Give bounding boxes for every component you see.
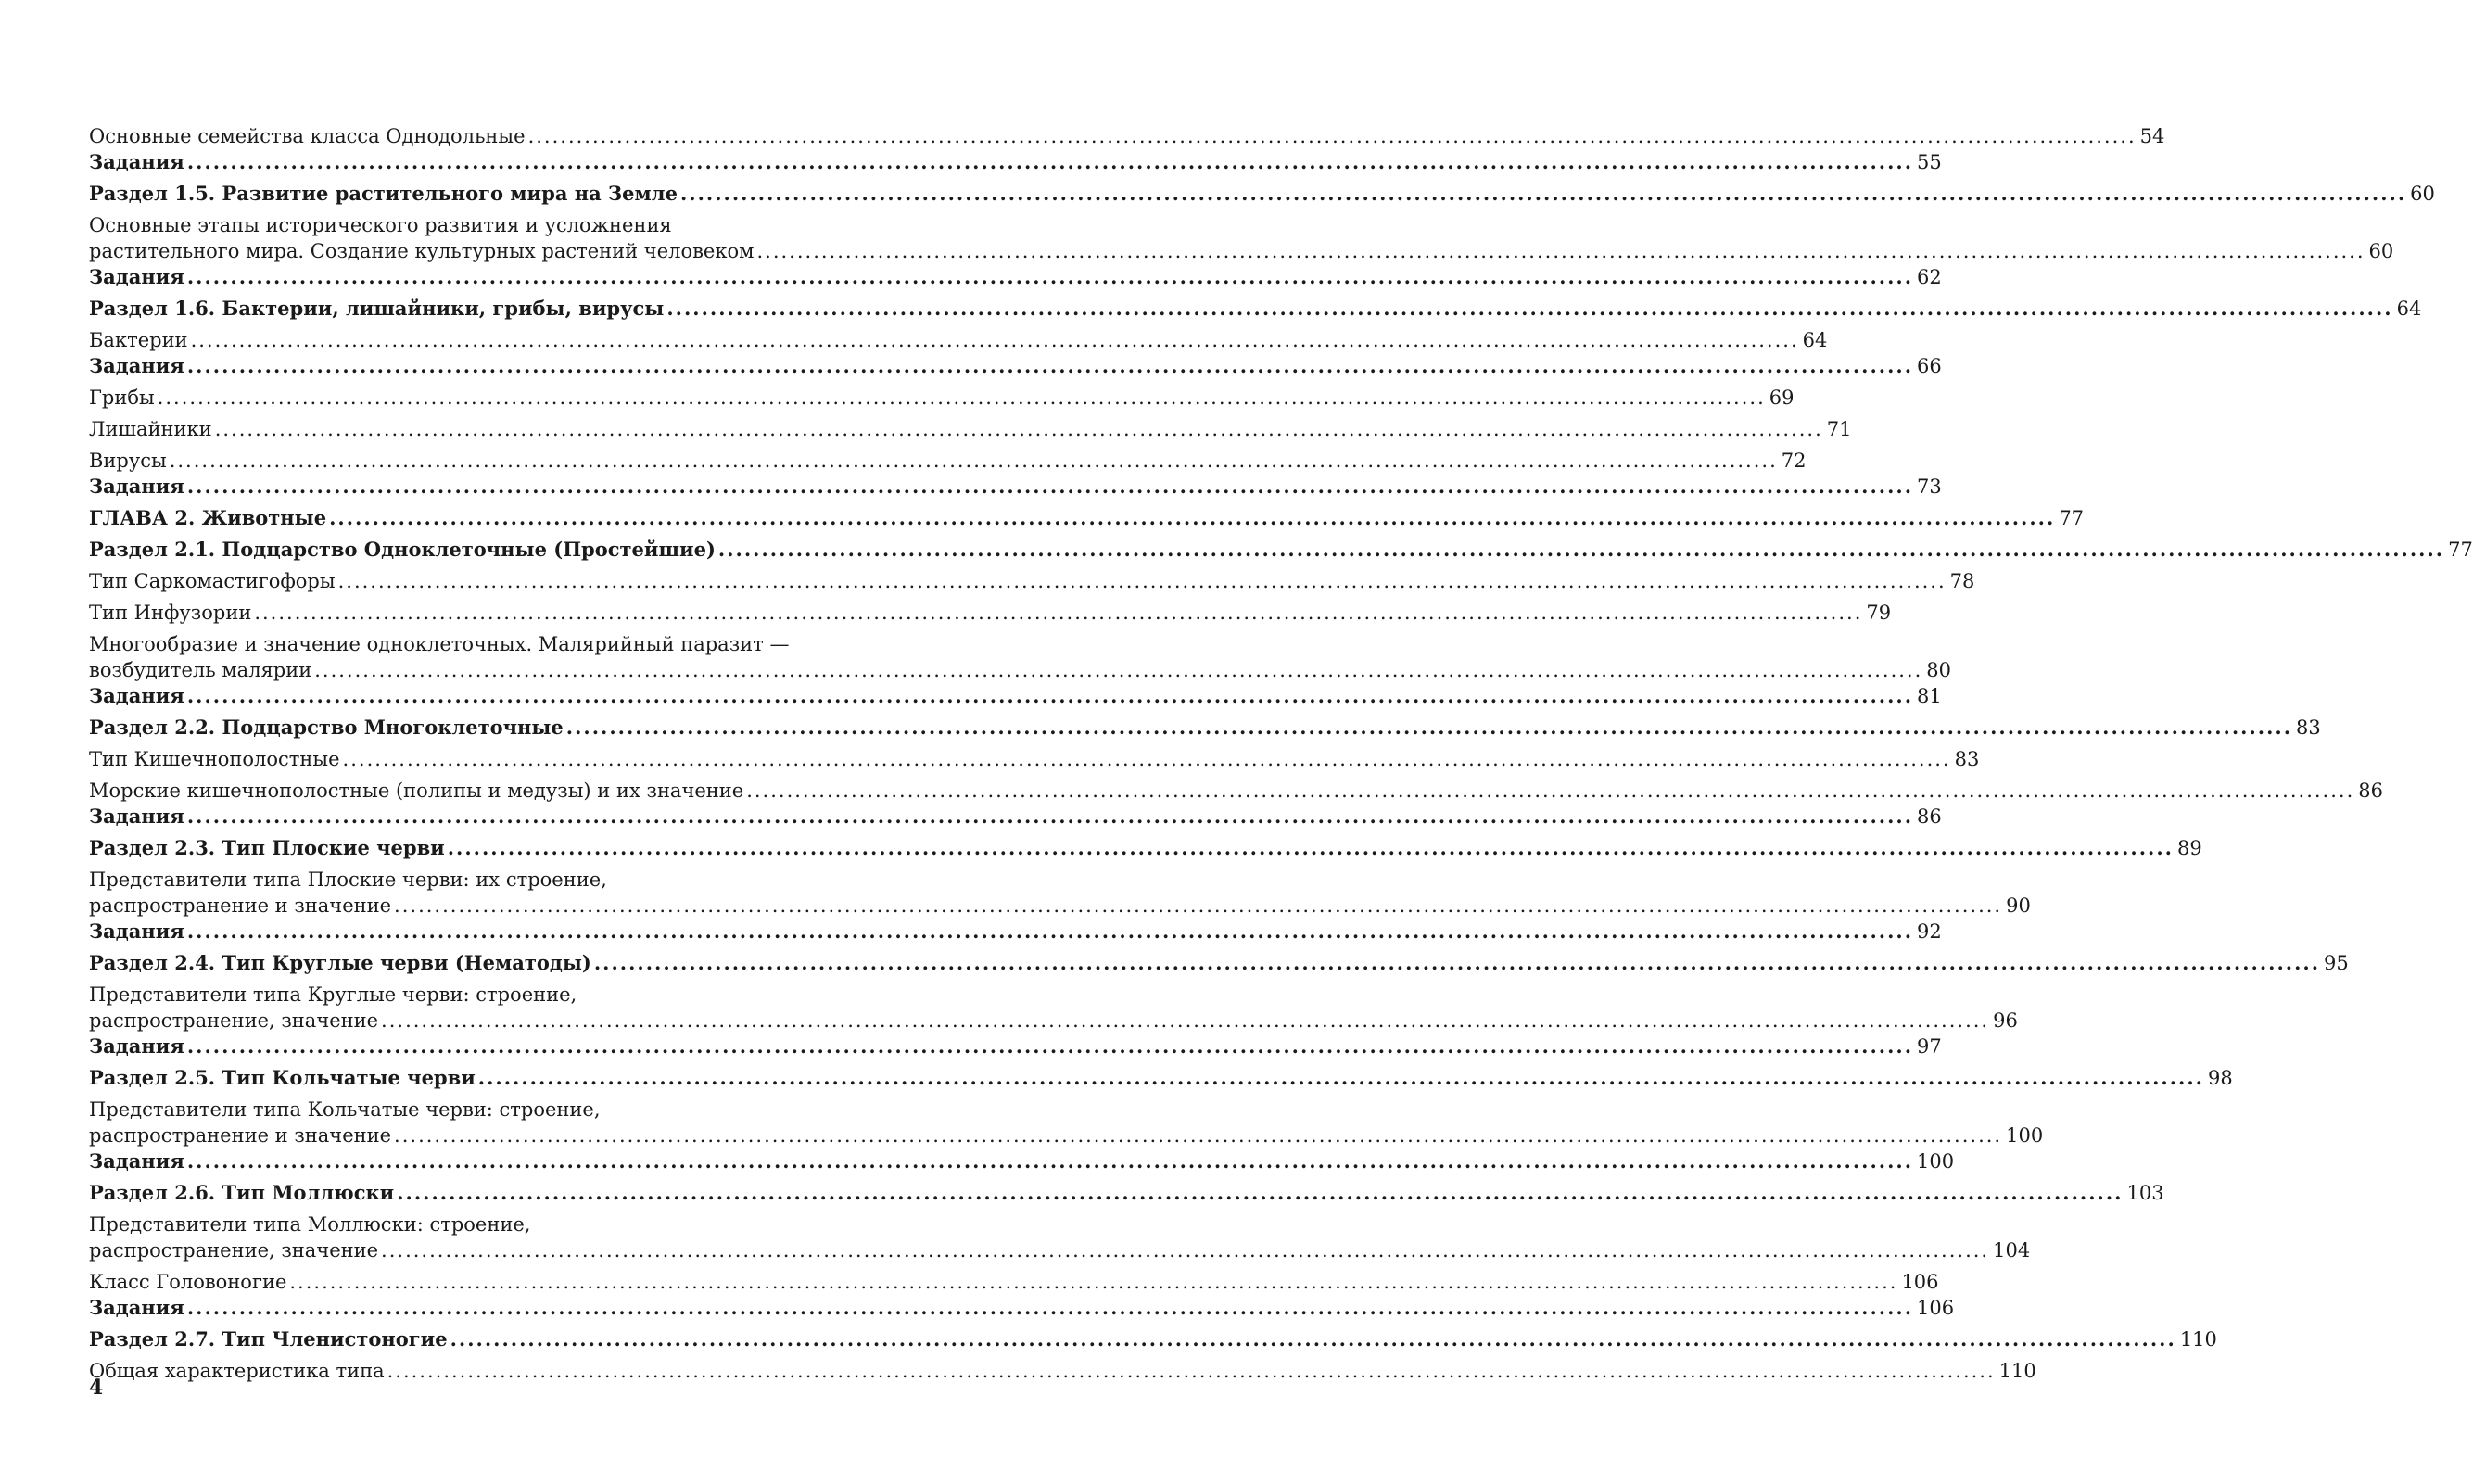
toc-entry-title: Раздел 2.5. Тип Кольчатые черви <box>89 1066 476 1089</box>
toc-entry-title-line: Представители типа Плоские черви: их строение, <box>89 869 607 891</box>
toc-entry-title: Задания <box>89 920 184 943</box>
toc-entry <box>89 474 1942 500</box>
dot-leader: ........................................................................................................................................................................................................ <box>337 570 1947 592</box>
toc-entry-title: распространение и значение <box>89 894 392 917</box>
toc-entry-title: ГЛАВА 2. Животные <box>89 506 327 529</box>
dot-leader: ........................................................................................................................................................................................................ <box>186 354 1914 377</box>
dot-leader: ........................................................................................................................................................................................................ <box>329 506 2056 529</box>
toc-row <box>89 353 1942 379</box>
toc-entry <box>89 448 1807 474</box>
toc-entry <box>89 715 2321 741</box>
toc-page-number: 100 <box>1917 1150 1955 1173</box>
toc-entry-title: Лишайники <box>89 418 212 440</box>
toc-row <box>89 149 1942 175</box>
toc-row <box>89 1237 2031 1263</box>
toc-entry <box>89 264 1942 290</box>
toc-page-number: 62 <box>1917 266 1942 288</box>
toc-row <box>89 264 1942 290</box>
toc-page-number: 54 <box>2139 125 2165 147</box>
toc-entry <box>89 123 2165 149</box>
toc-row <box>89 600 1892 626</box>
toc-page-number: 92 <box>1917 920 1942 943</box>
dot-leader: ........................................................................................................................................................................................................ <box>756 240 2365 262</box>
toc-page-number: 71 <box>1826 418 1852 440</box>
toc-entry-title: Задания <box>89 1149 184 1173</box>
toc-entry-title: Раздел 2.1. Подцарство Одноклеточные (Простейшие) <box>89 538 716 561</box>
toc-row <box>89 778 2383 804</box>
toc-entry-title: Раздел 1.6. Бактерии, лишайники, грибы, вирусы <box>89 297 665 320</box>
toc-entry-title: Задания <box>89 805 184 828</box>
dot-leader: ........................................................................................................................................................................................................ <box>717 538 2445 561</box>
dot-leader: ........................................................................................................................................................................................................ <box>190 329 1799 351</box>
dot-leader: ........................................................................................................................................................................................................ <box>289 1271 1898 1293</box>
toc-entry <box>89 181 2435 207</box>
toc-entry <box>89 1358 2036 1384</box>
toc-entry <box>89 778 2383 804</box>
toc-entry <box>89 683 1942 709</box>
dot-leader: ........................................................................................................................................................................................................ <box>593 951 2321 974</box>
toc-entry-title: Тип Кишечнополостные <box>89 748 340 770</box>
toc-row <box>89 1269 1939 1295</box>
toc-page-number: 60 <box>2410 183 2435 205</box>
toc-entry <box>89 537 2473 563</box>
dot-leader: ........................................................................................................................................................................................................ <box>477 1066 2204 1089</box>
dot-leader: ........................................................................................................................................................................................................ <box>186 1296 1914 1319</box>
toc-page-number: 66 <box>1917 355 1942 377</box>
toc-entry-title: распространение, значение <box>89 1239 379 1262</box>
toc-entry <box>89 1097 2044 1148</box>
dot-leader: ........................................................................................................................................................................................................ <box>186 265 1914 288</box>
dot-leader: ........................................................................................................................................................................................................ <box>527 125 2137 147</box>
toc-row <box>89 746 1980 772</box>
toc-entry-title-line: Представители типа Кольчатые черви: строение, <box>89 1098 601 1121</box>
toc-entry <box>89 1180 2164 1206</box>
toc-page-number: 64 <box>1802 329 1828 351</box>
toc-row <box>89 1123 2044 1148</box>
toc-entry-title: Тип Инфузории <box>89 602 252 624</box>
toc-entry <box>89 746 1980 772</box>
toc-page-number: 90 <box>2006 894 2031 917</box>
toc-row <box>89 181 2435 207</box>
toc-entry-title-line: Многообразие и значение одноклеточных. Малярийный паразит — <box>89 633 790 655</box>
toc-entry-title: Морские кишечнополостные (полипы и медузы) и их значение <box>89 780 744 802</box>
toc-entry <box>89 149 1942 175</box>
toc-entry <box>89 212 2394 264</box>
toc-page-number: 64 <box>2396 298 2422 320</box>
toc-page-number: 73 <box>1917 476 1942 498</box>
toc-row <box>89 1326 2217 1352</box>
toc-entry-title: Задания <box>89 475 184 498</box>
toc-entry <box>89 327 1828 353</box>
toc-entry <box>89 505 2085 531</box>
toc-page-number: 81 <box>1917 685 1942 707</box>
toc-page-number: 100 <box>2006 1124 2044 1147</box>
dot-leader: ........................................................................................................................................................................................................ <box>186 920 1914 943</box>
toc-page-number: 103 <box>2126 1182 2164 1204</box>
toc-entry <box>89 1269 1939 1295</box>
dot-leader: ........................................................................................................................................................................................................ <box>381 1009 1990 1032</box>
toc-page-number: 98 <box>2208 1067 2233 1089</box>
dot-leader: ........................................................................................................................................................................................................ <box>450 1327 2176 1351</box>
toc-entry <box>89 835 2202 861</box>
toc-entry <box>89 353 1942 379</box>
toc-row <box>89 448 1807 474</box>
toc-entry-title: Раздел 2.2. Подцарство Многоклеточные <box>89 716 564 739</box>
toc-page-number: 110 <box>1998 1360 2036 1382</box>
dot-leader: ........................................................................................................................................................................................................ <box>157 387 1766 409</box>
toc-page-number: 80 <box>1926 659 1952 681</box>
toc-entry <box>89 385 1795 411</box>
toc-row <box>89 238 2394 264</box>
dot-leader: ........................................................................................................................................................................................................ <box>397 1181 2124 1204</box>
toc-page-number: 106 <box>1917 1297 1955 1319</box>
toc-row <box>89 537 2473 563</box>
toc-entry-title: Грибы <box>89 387 155 409</box>
toc-entry-title: распространение, значение <box>89 1009 379 1032</box>
toc-row <box>89 474 1942 500</box>
toc-entry-title: Раздел 1.5. Развитие растительного мира на Земле <box>89 182 678 205</box>
toc-row <box>89 715 2321 741</box>
toc-page-number: 77 <box>2059 507 2085 529</box>
toc-entry <box>89 804 1942 830</box>
toc-row <box>89 123 2165 149</box>
toc-entry <box>89 1295 1955 1321</box>
toc-page-number: 83 <box>2296 717 2321 739</box>
toc-entry <box>89 919 1942 945</box>
toc-entry-title: Раздел 2.3. Тип Плоские черви <box>89 836 445 859</box>
toc-entry-title-line: Представители типа Моллюски: строение, <box>89 1213 531 1236</box>
toc-page-number: 104 <box>1993 1239 2031 1262</box>
toc-entry <box>89 1148 1955 1174</box>
toc-entry-title: возбудитель малярии <box>89 659 312 681</box>
toc-entry-title: Раздел 2.6. Тип Моллюски <box>89 1181 395 1204</box>
toc-page-number: 86 <box>2358 780 2383 802</box>
toc-page-number: 89 <box>2176 837 2202 859</box>
toc-entry-title: Задания <box>89 150 184 173</box>
toc-row <box>89 505 2085 531</box>
dot-leader: ........................................................................................................................................................................................................ <box>169 450 1778 472</box>
dot-leader: ........................................................................................................................................................................................................ <box>214 418 1823 440</box>
toc-entry <box>89 1065 2233 1091</box>
page-number: 4 <box>89 1376 104 1400</box>
toc-entry <box>89 416 1852 442</box>
toc-page-number: 78 <box>1949 570 1975 592</box>
dot-leader: ........................................................................................................................................................................................................ <box>254 602 1863 624</box>
toc-entry <box>89 600 1892 626</box>
toc-page-number: 110 <box>2179 1328 2217 1351</box>
toc-entry <box>89 867 2031 919</box>
toc-entry-title: Тип Саркомастигофоры <box>89 570 336 592</box>
toc-entry-title: Класс Головоногие <box>89 1271 287 1293</box>
toc-page-number: 60 <box>2368 240 2394 262</box>
toc-row <box>89 835 2202 861</box>
toc-entry-title-line: Основные этапы исторического развития и усложнения <box>89 214 672 236</box>
dot-leader: ........................................................................................................................................................................................................ <box>186 475 1914 498</box>
toc-entry <box>89 1034 1942 1059</box>
toc-page-number: 86 <box>1917 805 1942 828</box>
toc-entry-title: Общая характеристика типа <box>89 1360 385 1382</box>
toc-entry-title: растительного мира. Создание культурных растений человеком <box>89 240 755 262</box>
toc-row <box>89 893 2031 919</box>
dot-leader: ........................................................................................................................................................................................................ <box>186 150 1914 173</box>
toc-page-number: 55 <box>1917 151 1942 173</box>
toc-entry <box>89 950 2349 976</box>
toc-entry <box>89 982 2018 1034</box>
toc-page-number: 106 <box>1901 1271 1939 1293</box>
dot-leader: ........................................................................................................................................................................................................ <box>186 684 1914 707</box>
toc-entry <box>89 631 1952 683</box>
dot-leader: ........................................................................................................................................................................................................ <box>342 748 1951 770</box>
toc-row <box>89 950 2349 976</box>
toc-row <box>89 1034 1942 1059</box>
toc-row <box>89 296 2422 322</box>
dot-leader: ........................................................................................................................................................................................................ <box>314 659 1923 681</box>
toc-entry-title: Раздел 2.7. Тип Членистоногие <box>89 1327 448 1351</box>
table-of-contents <box>89 123 2473 1384</box>
toc-entry-title: Раздел 2.4. Тип Круглые черви (Нематоды) <box>89 951 591 974</box>
dot-leader: ........................................................................................................................................................................................................ <box>565 716 2293 739</box>
toc-entry <box>89 1211 2031 1263</box>
dot-leader: ........................................................................................................................................................................................................ <box>186 805 1914 828</box>
dot-leader: ........................................................................................................................................................................................................ <box>746 780 2355 802</box>
toc-page-number: 69 <box>1769 387 1795 409</box>
dot-leader: ........................................................................................................................................................................................................ <box>387 1360 1996 1382</box>
toc-row <box>89 1065 2233 1091</box>
toc-page-number: 72 <box>1781 450 1807 472</box>
dot-leader: ........................................................................................................................................................................................................ <box>394 894 2003 917</box>
toc-row <box>89 1358 2036 1384</box>
dot-leader: ........................................................................................................................................................................................................ <box>679 182 2407 205</box>
toc-row <box>89 385 1795 411</box>
dot-leader: ........................................................................................................................................................................................................ <box>394 1124 2003 1147</box>
toc-entry <box>89 1326 2217 1352</box>
toc-page-number: 83 <box>1954 748 1980 770</box>
toc-row <box>89 327 1828 353</box>
toc-entry-title: Задания <box>89 684 184 707</box>
toc-row <box>89 1148 1955 1174</box>
toc-row <box>89 1008 2018 1034</box>
toc-row <box>89 416 1852 442</box>
toc-entry-title: Задания <box>89 265 184 288</box>
toc-row <box>89 657 1952 683</box>
dot-leader: ........................................................................................................................................................................................................ <box>666 297 2393 320</box>
toc-page-number: 79 <box>1866 602 1892 624</box>
toc-page-number: 95 <box>2324 952 2349 974</box>
dot-leader: ........................................................................................................................................................................................................ <box>447 836 2174 859</box>
toc-entry <box>89 568 1975 594</box>
toc-page-number: 97 <box>1917 1035 1942 1058</box>
toc-entry-title: Вирусы <box>89 450 167 472</box>
toc-row <box>89 1180 2164 1206</box>
toc-entry-title: распространение и значение <box>89 1124 392 1147</box>
toc-page-number: 77 <box>2448 539 2473 561</box>
toc-entry-title: Задания <box>89 1296 184 1319</box>
toc-row <box>89 804 1942 830</box>
toc-entry-title-line: Представители типа Круглые черви: строение, <box>89 983 577 1006</box>
toc-entry <box>89 296 2422 322</box>
toc-entry-title: Бактерии <box>89 329 188 351</box>
toc-page-number: 96 <box>1993 1009 2018 1032</box>
toc-row <box>89 919 1942 945</box>
toc-row <box>89 1295 1955 1321</box>
toc-entry-title: Основные семейства класса Однодольные <box>89 125 526 147</box>
dot-leader: ........................................................................................................................................................................................................ <box>186 1034 1914 1058</box>
toc-row <box>89 683 1942 709</box>
toc-entry-title: Задания <box>89 1034 184 1058</box>
dot-leader: ........................................................................................................................................................................................................ <box>381 1239 1990 1262</box>
dot-leader: ........................................................................................................................................................................................................ <box>186 1149 1914 1173</box>
toc-entry-title: Задания <box>89 354 184 377</box>
toc-row <box>89 568 1975 594</box>
